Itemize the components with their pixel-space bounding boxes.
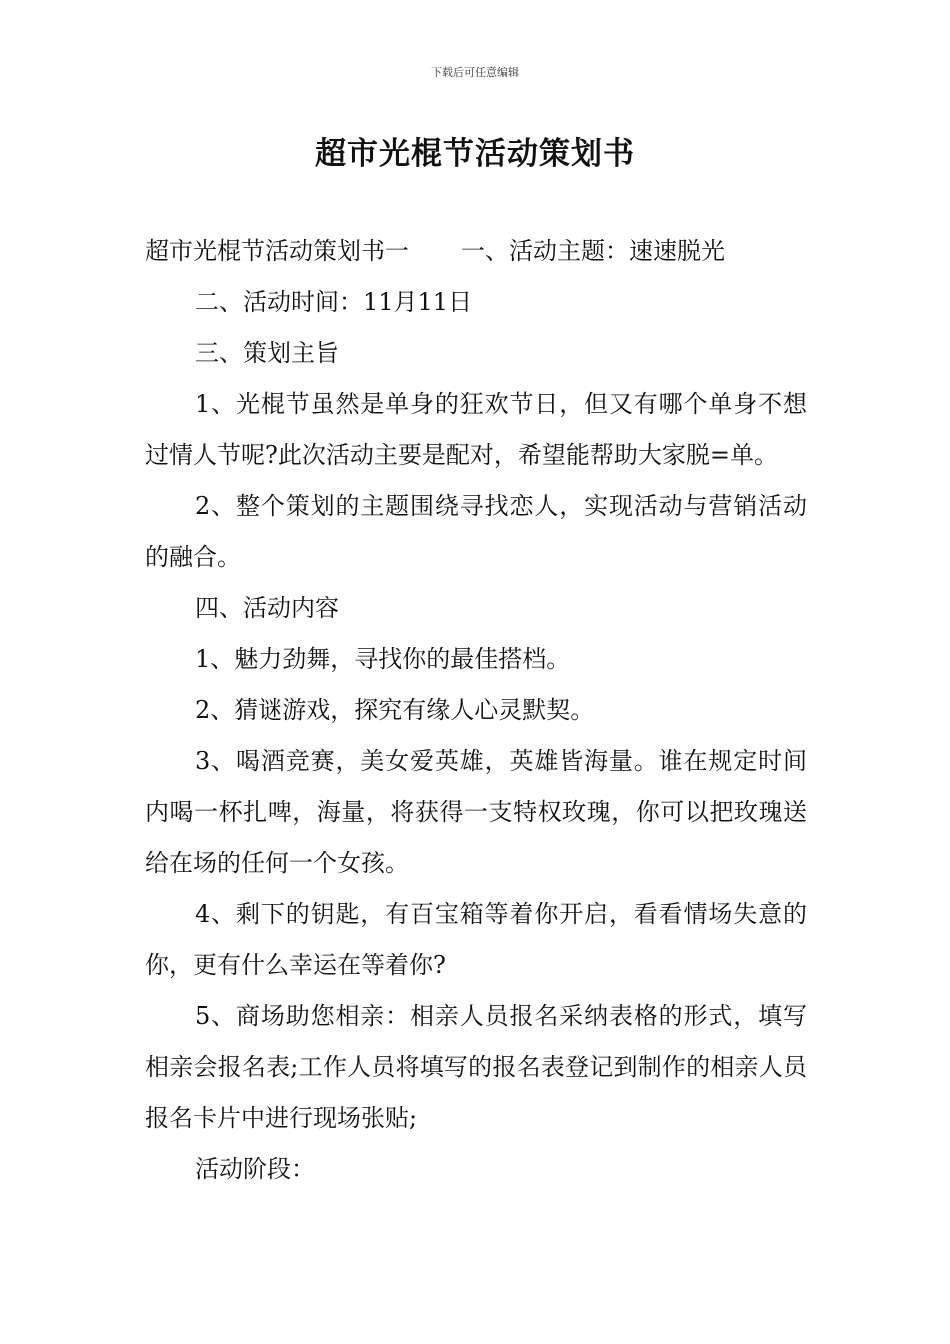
purpose-item-1: 1、光棍节虽然是单身的狂欢节日，但又有哪个单身不想过情人节呢?此次活动主要是配对，希望能帮助大家脱=单。 xyxy=(145,390,807,469)
section-heading-purpose: 三、策划主旨 xyxy=(195,339,339,367)
activity-time: 二、活动时间：11月11日 xyxy=(195,288,473,316)
document-body xyxy=(145,226,807,1195)
activity-stages-heading: 活动阶段： xyxy=(195,1155,315,1183)
content-item-4: 4、剩下的钥匙，有百宝箱等着你开启，看看情场失意的你，更有什么幸运在等着你? xyxy=(145,900,807,979)
header-note: 下载后可任意编辑 xyxy=(431,66,519,79)
content-item-5: 5、商场助您相亲：相亲人员报名采纳表格的形式，填写相亲会报名表;工作人员将填写的报名表登记到制作的相亲人员报名卡片中进行现场张贴; xyxy=(145,1002,807,1132)
intro-heading: 超市光棍节活动策划书一 xyxy=(145,237,409,265)
activity-theme: 一、活动主题：速速脱光 xyxy=(461,237,725,265)
content-item-2: 2、猜谜游戏，探究有缘人心灵默契。 xyxy=(195,696,595,724)
content-item-3: 3、喝酒竞赛，美女爱英雄，英雄皆海量。谁在规定时间内喝一杯扎啤，海量，将获得一支特权玫瑰，你可以把玫瑰送给在场的任何一个女孩。 xyxy=(145,747,807,877)
document-title: 超市光棍节活动策划书 xyxy=(315,136,635,172)
content-item-1: 1、魅力劲舞，寻找你的最佳搭档。 xyxy=(195,645,571,673)
purpose-item-2: 2、整个策划的主题围绕寻找恋人，实现活动与营销活动的融合。 xyxy=(145,492,807,571)
intro-line xyxy=(145,226,807,277)
section-heading-content: 四、活动内容 xyxy=(195,594,339,622)
